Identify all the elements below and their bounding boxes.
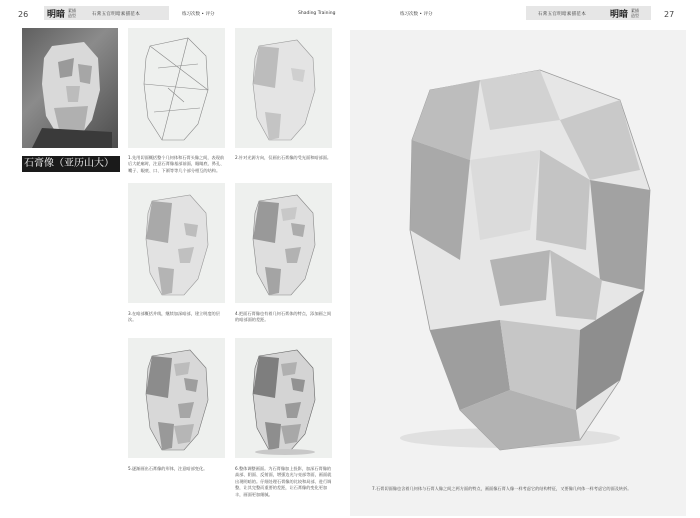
step-1-caption: 1.先用切面概括整个几何体和石膏头像之间，表现前后大轮廓时，注意石膏像基部前面，眼睛底、鼻孔、嘴子、眼底、口、下颌等等几个部分相互的结构。 — [128, 155, 225, 173]
title-label: 石膏像（亚历山大） — [22, 156, 120, 172]
step-6-sketch — [235, 338, 332, 458]
logo-main: 明暗 — [47, 10, 66, 20]
logo-sub-2: 造型 — [68, 13, 76, 18]
book-title-right: 石膏五官明暗素描范本 — [538, 12, 586, 17]
step-6-image — [235, 338, 332, 458]
header-bar-right — [526, 6, 651, 20]
reference-photo — [22, 28, 118, 148]
step-2-sketch — [235, 28, 332, 148]
step-4-image — [235, 183, 332, 303]
step-5-caption: 5.逐渐画出石膏像的形体，注意暗部变化。 — [128, 466, 208, 471]
practice-score-right: 练习次数 • 评分 — [400, 12, 433, 17]
sculpture-photo-icon — [22, 28, 118, 148]
final-sculpture-drawing — [350, 30, 686, 516]
step-5-sketch — [128, 338, 225, 458]
step-2-image — [235, 28, 332, 148]
logo-main-right: 明暗 — [610, 10, 629, 20]
step-1-sketch — [128, 28, 225, 148]
logo-sub-right-1: 素描 — [631, 8, 639, 13]
step-3-image — [128, 183, 225, 303]
step-6-caption: 6.整体调整画面。为石膏像加上投影，加深石膏像的高部、阴面、反射面，增强边光与亮部等面，画面就出现明暗的。仔细处理石膏像的比较和局部、进行调整，让其完整而重要的差距，让石膏像的变化更加丰，画面更加细腻。 — [235, 466, 332, 497]
step-5-image — [128, 338, 225, 458]
practice-score-left: 练习次数 • 评分 — [182, 12, 215, 17]
step-4-caption: 4.把面石膏像也有着几何石膏体的特点，添加画之间的暗部面的差距。 — [235, 311, 332, 323]
final-caption: 7.石膏切面像也含着几何体与石膏人像之间之两方面的特点，画面像石膏人像一样考虑它的结构特征，又要像几何体一样考虑它的面及转折。 — [372, 486, 632, 491]
step-2-caption: 2.针对光源方向，仅画出石膏像的受光面和暗部面。 — [235, 155, 332, 160]
book-title-left: 石膏五官明暗素描范本 — [92, 12, 140, 17]
header-bar-left — [44, 6, 169, 20]
step-1-image — [128, 28, 225, 148]
page-number-right: 27 — [664, 10, 675, 19]
step-3-sketch — [128, 183, 225, 303]
step-4-sketch — [235, 183, 332, 303]
logo-sub-right-2: 造型 — [631, 13, 639, 18]
page-number-left: 26 — [18, 10, 29, 19]
step-3-caption: 3.在暗部概括并线，继续加深暗部，建立明度的层次。 — [128, 311, 220, 323]
shading-training-label: Shading Training — [298, 11, 336, 16]
final-drawing — [350, 30, 686, 516]
logo-sub-1: 素描 — [68, 8, 76, 13]
